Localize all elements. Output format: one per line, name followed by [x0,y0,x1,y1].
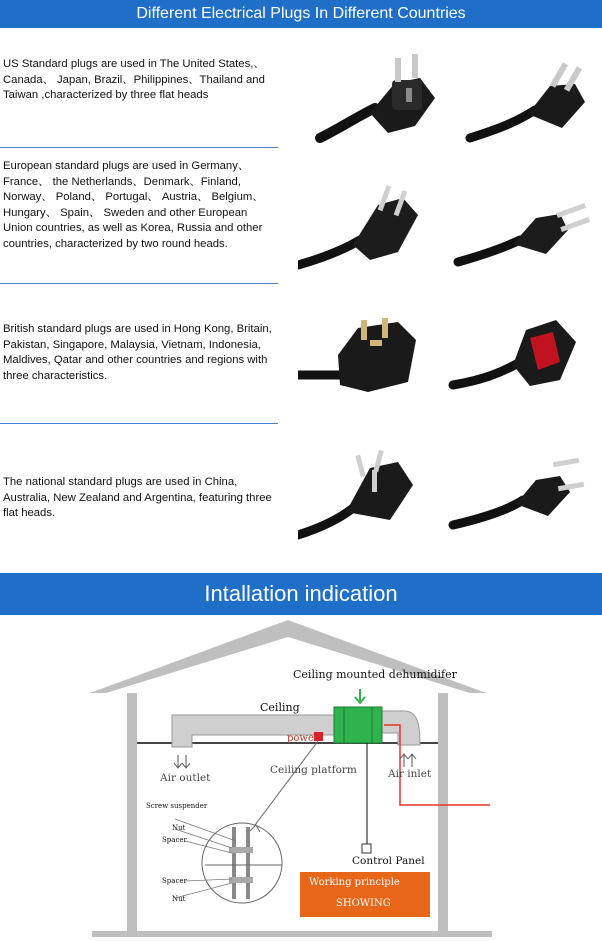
control-panel-label: Control Panel [352,855,425,867]
ceiling-label: Ceiling [260,701,300,714]
screw-suspender-label: Screw suspender [146,802,208,810]
page-title: Different Electrical Plugs In Different Countries [136,5,466,22]
chinese-plug-images [298,440,600,550]
air-inlet-arrow-icon [400,754,408,767]
page-title-banner [0,0,602,28]
british-plug-right-icon [453,320,576,386]
european-plug-left-icon [298,185,418,265]
installation-banner [0,573,602,615]
chinese-plug-two-prong-icon [453,458,584,525]
spacer-top-label: Spacer [162,836,187,844]
nut-bottom-label: Nut [172,895,186,903]
showing-label: SHOWING [336,898,391,909]
spacer-bottom-label: Spacer [162,877,187,885]
section-divider [0,147,278,148]
nut-top-label: Nut [172,824,186,832]
detail-magnifier [202,823,282,903]
section-divider [0,283,278,284]
air-outlet-label: Air outlet [160,772,211,784]
house-roof [90,620,486,693]
control-panel-box [362,844,371,853]
air-outlet-arrow-icon [174,755,182,768]
device-label: Ceiling mounted dehumidifer [293,668,457,681]
house-floor [92,931,492,937]
power-line [384,725,490,805]
british-plug-left-icon [298,318,416,392]
european-plug-description: European standard plugs are used in Germany、France、 the Netherlands、Denmark、Finland, Norway、 Poland、 Portugal、 Austria、 Belgium、 Hungary、 Spain、 Sweden and other European Union countries, as well as Korea, Russia and other countries, characterized by two round heads. [3,160,264,250]
european-plug-images [298,170,600,280]
chinese-plug-description: The national standard plugs are used in China, Australia, New Zealand and Argentina, featuring three flat heads. [3,476,272,520]
section-divider [0,423,278,424]
intake-arrow-icon [355,689,365,703]
installation-diagram [0,615,602,941]
british-plug-description: British standard plugs are used in Hong Kong, Britain, Pakistan, Singapore, Malaysia, Vietnam, Indonesia, Maldives, Qatar and other countries and regions with three characteristics. [3,323,272,382]
air-duct-left [172,715,334,735]
us-plug-images [300,38,600,148]
detail-pointer-line [255,741,318,825]
us-plug-three-prong-icon [320,54,435,138]
chinese-plug-three-prong-icon [298,450,413,535]
ceiling-platform-label: Ceiling platform [270,764,357,776]
house-wall-right [438,693,448,935]
installation-title: Intallation indication [204,581,398,606]
british-plug-images [298,300,600,410]
european-plug-right-icon [458,203,590,262]
working-principle-label: Working principle [309,877,400,888]
us-plug-description: US Standard plugs are used in The United States,、Canada、 Japan, Brazil、Philippines、Thailand and Taiwan ,characterized by three flat heads [3,58,265,102]
us-plug-two-prong-icon [470,62,585,138]
dehumidifier-unit [334,707,382,743]
house-wall-left [127,693,137,935]
power-label: power [287,733,319,744]
air-inlet-label: Air inlet [388,768,432,780]
